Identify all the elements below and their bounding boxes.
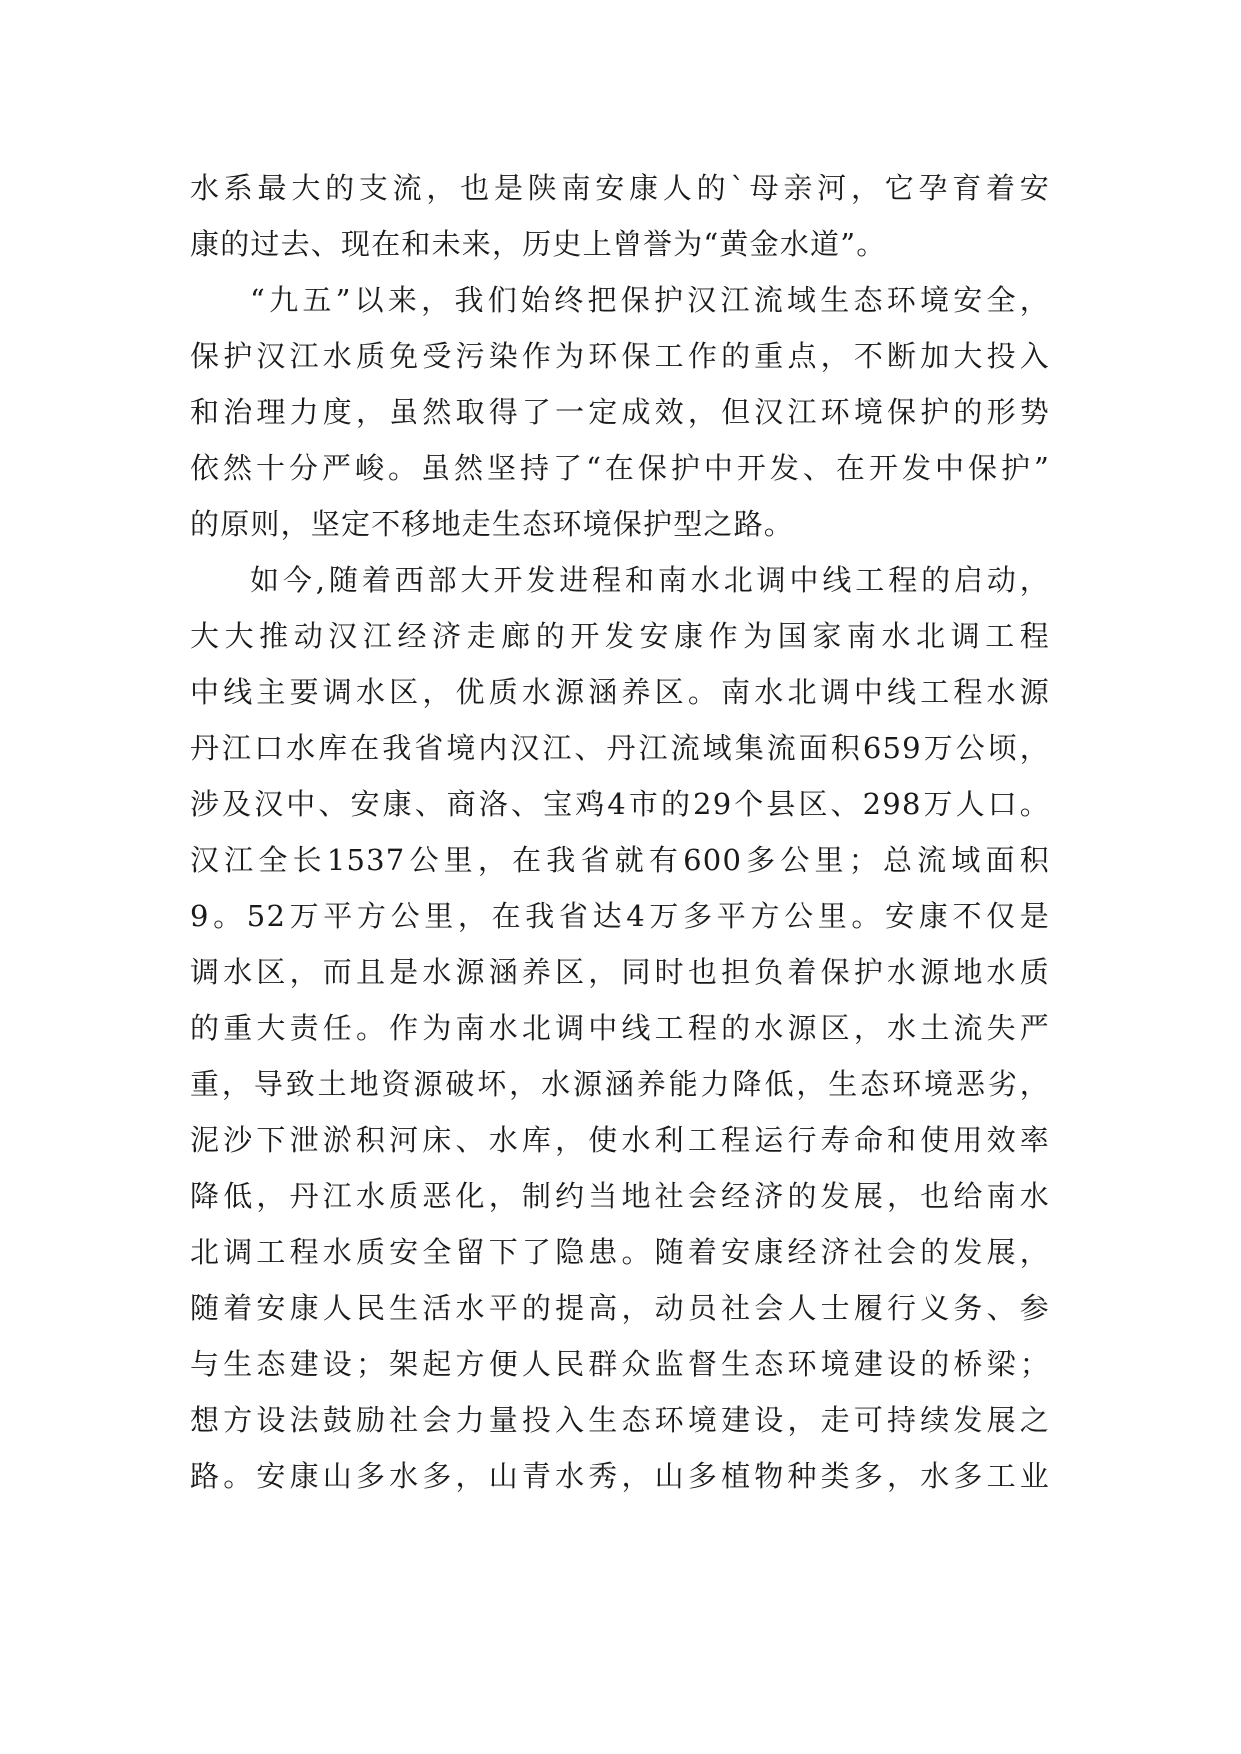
body-text [190, 160, 1050, 1504]
text-line: 中线主要调水区，优质水源涵养区。南水北调中线工程水源 [190, 675, 1050, 709]
text-line: 康的过去、现在和未来，历史上曾誉为“黄金水道”。 [190, 227, 887, 261]
text-line: 的重大责任。作为南水北调中线工程的水源区，水土流失严 [190, 1011, 1050, 1045]
text-line: 泥沙下泄淤积河床、水库，使水利工程运行寿命和使用效率 [190, 1123, 1050, 1157]
text-line: 大大推动汉江经济走廊的开发安康作为国家南水北调工程 [190, 619, 1050, 653]
text-line: 保护汉江水质免受污染作为环保工作的重点，不断加大投入 [190, 339, 1050, 373]
text-line: 重，导致土地资源破坏，水源涵养能力降低，生态环境恶劣， [190, 1067, 1050, 1101]
text-line: 北调工程水质安全留下了隐患。随着安康经济社会的发展， [190, 1235, 1050, 1269]
text-line: 涉及汉中、安康、商洛、宝鸡4市的29个县区、298万人口。 [190, 787, 1050, 821]
text-line: 与生态建设；架起方便人民群众监督生态环境建设的桥梁； [190, 1347, 1050, 1381]
text-line: 路。安康山多水多，山青水秀，山多植物种类多，水多工业 [190, 1459, 1050, 1493]
text-line: “九五”以来，我们始终把保护汉江流域生态环境安全， [250, 283, 1050, 317]
text-line: 依然十分严峻。虽然坚持了“在保护中开发、在开发中保护” [190, 451, 1050, 485]
text-line: 随着安康人民生活水平的提高，动员社会人士履行义务、参 [190, 1291, 1050, 1325]
text-line: 想方设法鼓励社会力量投入生态环境建设，走可持续发展之 [190, 1403, 1050, 1437]
text-line: 调水区，而且是水源涵养区，同时也担负着保护水源地水质 [190, 955, 1050, 989]
text-line: 和治理力度，虽然取得了一定成效，但汉江环境保护的形势 [190, 395, 1050, 429]
text-line: 如今,随着西部大开发进程和南水北调中线工程的启动， [250, 563, 1050, 597]
text-line: 的原则，坚定不移地走生态环境保护型之路。 [190, 507, 795, 541]
text-line: 9。52万平方公里，在我省达4万多平方公里。安康不仅是 [190, 899, 1050, 933]
text-line: 汉江全长1537公里，在我省就有600多公里；总流域面积 [190, 843, 1050, 877]
text-line: 丹江口水库在我省境内汉江、丹江流域集流面积659万公顷， [190, 731, 1050, 765]
text-line: 降低，丹江水质恶化，制约当地社会经济的发展，也给南水 [190, 1179, 1050, 1213]
text-line: 水系最大的支流，也是陕南安康人的`母亲河，它孕育着安 [190, 171, 1050, 205]
